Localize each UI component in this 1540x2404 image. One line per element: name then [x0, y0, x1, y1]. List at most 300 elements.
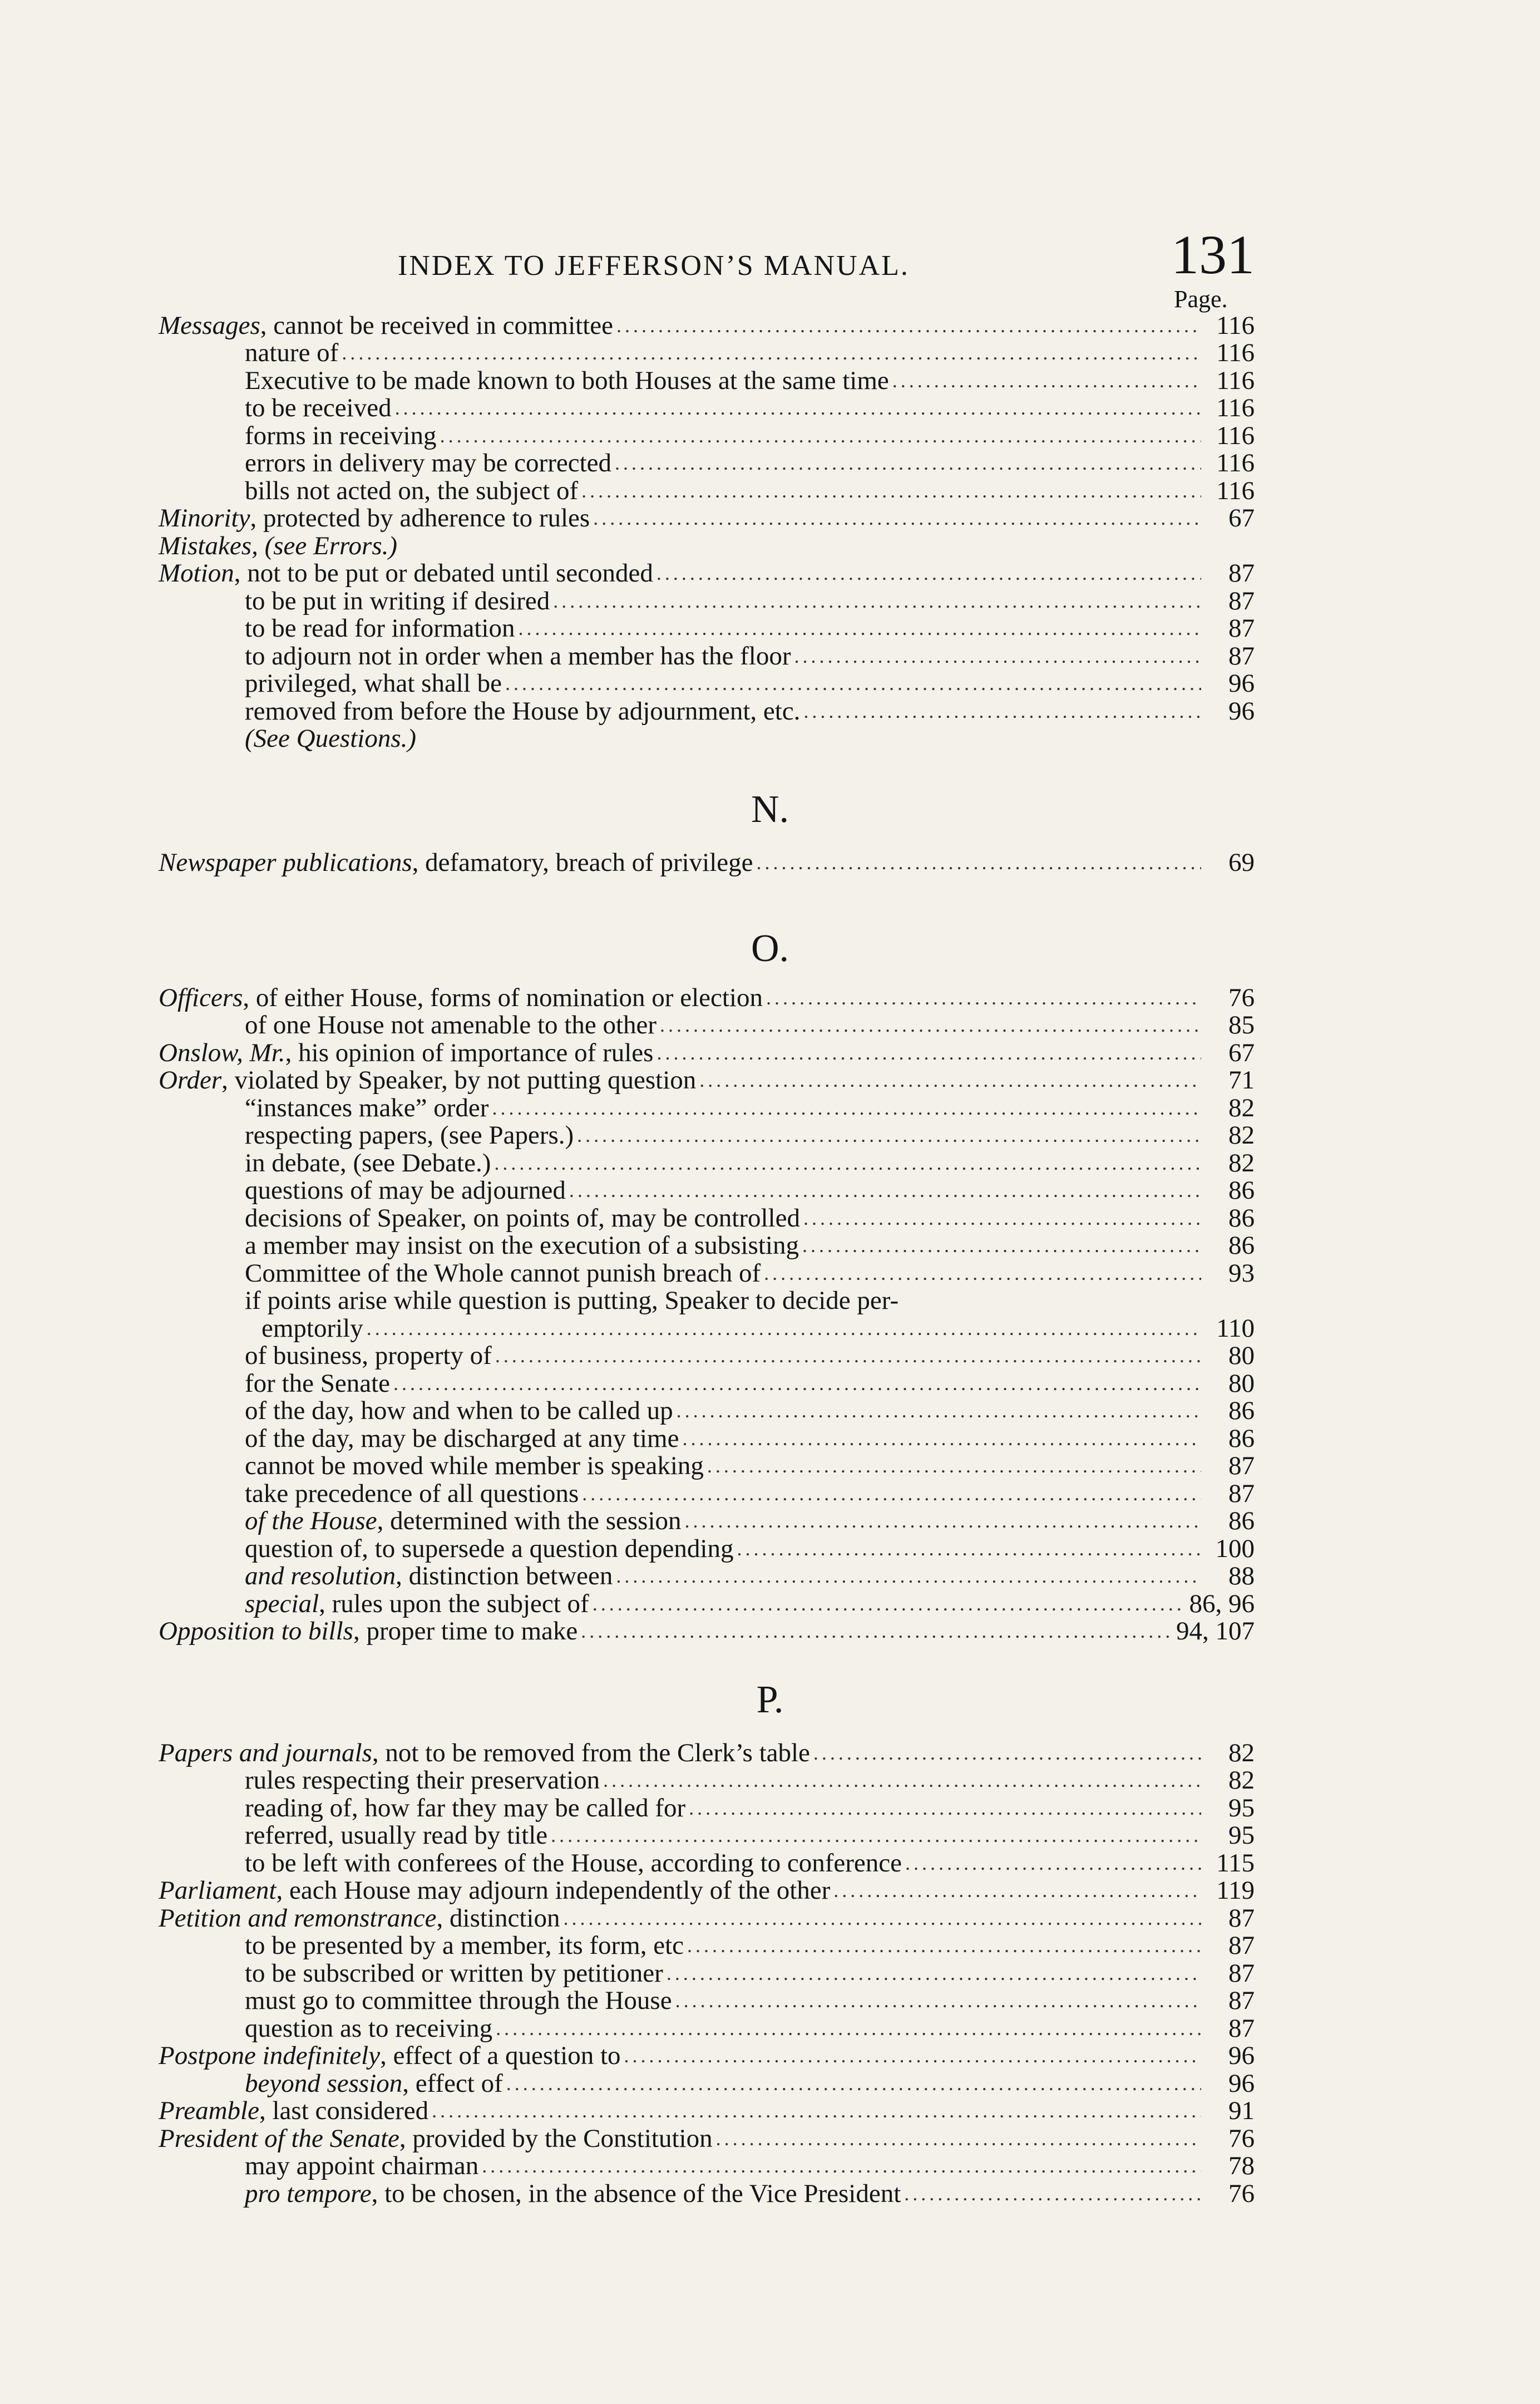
index-entry — [159, 984, 1255, 1012]
index-entry — [159, 1508, 1255, 1535]
entry-text — [245, 1260, 761, 1287]
index-entry — [159, 1039, 1255, 1067]
entry-text — [245, 588, 550, 615]
index-entry — [159, 1067, 1255, 1095]
entry-text — [245, 1342, 492, 1370]
entry-heading: Postpone indefinitely — [159, 2041, 381, 2070]
entry-description: of the day, may be discharged at any time — [245, 1423, 679, 1453]
page-reference: 82 — [1228, 1148, 1255, 1178]
page-reference: 119 — [1216, 1876, 1255, 1905]
entry-description: , distinction — [436, 1903, 560, 1933]
page-reference: 82 — [1228, 1766, 1255, 1795]
entry-text — [245, 450, 611, 477]
entry-description: respecting papers, (see Papers.) — [245, 1121, 574, 1150]
section-letter-n: N. — [751, 788, 789, 831]
page-header — [398, 223, 1255, 300]
dot-leader — [519, 615, 1202, 642]
section-o-entries — [159, 984, 1255, 1645]
entry-text — [159, 1618, 578, 1645]
dot-leader — [569, 1177, 1201, 1204]
page-reference: 86 — [1228, 1396, 1255, 1425]
page-reference: 88 — [1228, 1561, 1255, 1590]
dot-leader — [685, 1508, 1201, 1535]
dot-leader — [657, 560, 1201, 587]
index-entry — [159, 1480, 1255, 1508]
dot-leader — [395, 395, 1201, 422]
page-reference: 85 — [1228, 1011, 1255, 1040]
entry-text — [245, 1535, 733, 1563]
entry-text — [245, 367, 889, 395]
entry-text — [245, 2070, 503, 2097]
entry-description: errors in delivery may be corrected — [245, 449, 611, 477]
entry-text — [245, 1767, 600, 1794]
page-reference: 80 — [1228, 1368, 1255, 1398]
entry-text — [245, 1370, 390, 1397]
index-entry — [159, 1618, 1255, 1646]
index-entry — [159, 1204, 1255, 1232]
entry-description: , his opinion of importance of rules — [285, 1038, 654, 1067]
index-entry — [159, 587, 1255, 615]
entry-description: to be subscribed or written by petitioner — [245, 1958, 663, 1988]
dot-leader — [505, 670, 1201, 697]
index-entry — [159, 1849, 1255, 1877]
page-reference: 71 — [1228, 1066, 1255, 1095]
entry-heading: Parliament — [159, 1876, 277, 1905]
entry-description: forms in receiving — [245, 421, 437, 450]
entry-description: , cannot be received in committee — [260, 311, 613, 340]
page-reference: 96 — [1228, 669, 1255, 698]
entry-heading: Minority — [159, 504, 250, 533]
dot-leader — [660, 1012, 1201, 1039]
page-reference: 87 — [1228, 1958, 1255, 1988]
entry-text — [245, 698, 800, 725]
entry-description: , each House may adjourn independently of the other — [276, 1876, 831, 1905]
index-entry — [159, 2125, 1255, 2152]
page-reference: 116 — [1216, 393, 1255, 422]
page-reference: 87 — [1228, 1903, 1255, 1933]
entry-heading: President of the Senate — [159, 2124, 399, 2153]
entry-description: question as to receiving — [245, 2013, 493, 2043]
dot-leader — [603, 1767, 1201, 1794]
page-reference: 87 — [1228, 559, 1255, 588]
dot-leader — [624, 2042, 1201, 2070]
dot-leader — [616, 312, 1201, 339]
index-entry — [159, 395, 1255, 422]
index-entry — [159, 1012, 1255, 1040]
entry-text — [159, 1040, 653, 1067]
index-entry — [159, 2070, 1255, 2097]
index-entry — [159, 1739, 1255, 1767]
entry-text — [245, 1122, 574, 1149]
index-entry — [159, 450, 1255, 477]
page-reference: 86 — [1228, 1203, 1255, 1233]
index-entry — [159, 1122, 1255, 1150]
entry-description: , effect of a question to — [380, 2041, 621, 2070]
page-reference: 116 — [1216, 476, 1255, 505]
page-reference: 100 — [1215, 1534, 1255, 1563]
index-entry — [159, 1342, 1255, 1370]
entry-heading: Papers and journals — [159, 1738, 372, 1767]
entry-text — [245, 395, 392, 422]
entry-description: , protected by adherence to rules — [250, 504, 590, 533]
entry-description: referred, usually read by title — [245, 1821, 548, 1850]
entry-heading: (See Questions.) — [245, 724, 417, 753]
page-reference: 82 — [1228, 1121, 1255, 1150]
section-letter-p: P. — [756, 1678, 784, 1721]
dot-leader — [677, 1397, 1201, 1425]
entry-text — [245, 1563, 613, 1590]
entry-text — [159, 1877, 830, 1904]
index-entry — [159, 1287, 1255, 1315]
index-entry — [159, 1987, 1255, 2015]
page-reference: 76 — [1228, 2179, 1255, 2208]
page-reference: 76 — [1228, 2124, 1255, 2153]
dot-leader — [496, 2015, 1201, 2042]
entry-heading: Order — [159, 1066, 222, 1095]
entry-description: , not to be put or debated until seconded — [234, 559, 653, 588]
index-entry — [159, 477, 1255, 505]
index-entry — [159, 1397, 1255, 1425]
index-entry — [159, 532, 1255, 560]
page-reference: 95 — [1228, 1821, 1255, 1850]
page-reference: 116 — [1216, 421, 1255, 450]
dot-leader — [657, 1040, 1201, 1067]
page-column-label: Page. — [1174, 285, 1228, 313]
entry-text — [159, 1905, 560, 1932]
page-reference: 82 — [1228, 1093, 1255, 1122]
entry-text — [245, 1508, 682, 1535]
page-reference: 86 — [1228, 1231, 1255, 1260]
index-entry — [159, 1314, 1255, 1342]
entry-text — [159, 984, 763, 1012]
index-entry — [159, 2014, 1255, 2042]
dot-leader — [495, 1342, 1201, 1370]
dot-leader — [393, 1370, 1201, 1397]
entry-heading: beyond session — [245, 2068, 403, 2098]
page-reference: 116 — [1216, 449, 1255, 477]
entry-text — [245, 2152, 478, 2180]
entry-description: nature of — [245, 338, 339, 367]
dot-leader — [689, 1795, 1201, 1822]
index-entry — [159, 1959, 1255, 1987]
entry-description: emptorily — [261, 1313, 363, 1343]
page-reference: 78 — [1228, 2151, 1255, 2180]
index-entry — [159, 1232, 1255, 1260]
dot-leader — [802, 1232, 1201, 1259]
index-entry — [159, 422, 1255, 450]
dot-leader — [492, 1095, 1201, 1122]
entry-text — [159, 2042, 621, 2070]
section-p-entries — [159, 1739, 1255, 2208]
entry-description: a member may insist on the execution of a subsisting — [245, 1231, 799, 1260]
index-entry — [159, 1767, 1255, 1795]
dot-leader — [593, 505, 1201, 532]
dot-leader — [699, 1067, 1201, 1094]
entry-description: , defamatory, breach of privilege — [412, 848, 753, 877]
dot-leader — [707, 1452, 1201, 1480]
entry-text — [159, 560, 653, 587]
entry-text — [245, 477, 578, 505]
dot-leader — [342, 339, 1201, 367]
index-entry — [159, 1094, 1255, 1122]
entry-text — [245, 1287, 899, 1314]
page-reference: 86 — [1228, 1176, 1255, 1205]
page-reference: 82 — [1228, 1738, 1255, 1767]
entry-description: rules respecting their preservation — [245, 1766, 600, 1795]
page-reference: 87 — [1228, 1451, 1255, 1480]
entry-text — [245, 725, 416, 752]
dot-leader — [757, 849, 1201, 876]
entry-description: to be put in writing if desired — [245, 586, 550, 615]
section-m-entries — [159, 312, 1255, 752]
dot-leader — [892, 367, 1201, 395]
entry-description: if points arise while question is putting, Speaker to decide per- — [245, 1286, 899, 1315]
page-reference: 116 — [1216, 338, 1255, 367]
index-entry — [159, 725, 1255, 753]
entry-text — [245, 1987, 672, 2014]
entry-description: , effect of — [402, 2068, 503, 2098]
index-entry — [159, 1149, 1255, 1177]
page-reference: 95 — [1228, 1793, 1255, 1822]
page-reference: 76 — [1228, 983, 1255, 1012]
page-reference: 86 — [1228, 1423, 1255, 1453]
entry-heading: Motion — [159, 559, 234, 588]
entry-description: question of, to supersede a question depending — [245, 1534, 734, 1563]
entry-description: bills not acted on, the subject of — [245, 476, 579, 505]
entry-description: , proper time to make — [353, 1617, 578, 1646]
dot-leader — [577, 1122, 1201, 1149]
index-entry — [159, 505, 1255, 533]
entry-text — [245, 1425, 679, 1452]
dot-leader — [581, 477, 1201, 505]
index-entry — [159, 1425, 1255, 1452]
entry-description: of business, property of — [245, 1341, 492, 1370]
entry-text — [245, 1205, 800, 1232]
page-reference: 94, 107 — [1176, 1617, 1255, 1646]
entry-description: to be presented by a member, its form, etc — [245, 1931, 684, 1960]
entry-text — [245, 1232, 799, 1259]
dot-leader — [581, 1618, 1173, 1645]
page-reference: 91 — [1228, 2096, 1255, 2125]
index-entry — [159, 697, 1255, 725]
entry-description: decisions of Speaker, on points of, may be controlled — [245, 1203, 800, 1233]
page-reference: 116 — [1216, 366, 1255, 395]
entry-text — [159, 2125, 713, 2152]
entry-text — [261, 1315, 363, 1342]
section-letter-o: O. — [751, 927, 789, 970]
entry-description: , to be chosen, in the absence of the Vice President — [371, 2179, 901, 2208]
entry-text — [245, 1590, 589, 1618]
entry-text — [245, 643, 791, 670]
dot-leader — [905, 1850, 1201, 1877]
entry-heading: Messages — [159, 311, 260, 340]
dot-leader — [551, 1822, 1201, 1849]
entry-text — [245, 1150, 491, 1177]
dot-leader — [553, 588, 1201, 615]
entry-heading: Newspaper publications — [159, 848, 412, 877]
entry-description: reading of, how far they may be called for — [245, 1793, 686, 1822]
index-entry — [159, 2180, 1255, 2208]
index-entry — [159, 367, 1255, 395]
index-entry — [159, 642, 1255, 670]
entry-heading: special — [245, 1589, 319, 1618]
section-n-entries — [159, 849, 1255, 876]
entry-text — [159, 2097, 428, 2125]
index-entry — [159, 1877, 1255, 1905]
page-reference: 96 — [1228, 2068, 1255, 2098]
dot-leader — [482, 2152, 1201, 2180]
index-entry — [159, 1370, 1255, 1397]
index-entry — [159, 1590, 1255, 1618]
index-entry — [159, 1535, 1255, 1563]
entry-text — [245, 670, 502, 697]
index-entry — [159, 339, 1255, 367]
entry-description: cannot be moved while member is speaking — [245, 1451, 704, 1480]
dot-leader — [582, 1480, 1201, 1508]
dot-leader — [367, 1315, 1201, 1342]
entry-text — [245, 1850, 902, 1877]
index-entry — [159, 670, 1255, 698]
page-reference: 80 — [1228, 1341, 1255, 1370]
index-entry — [159, 1259, 1255, 1287]
page-number: 131 — [1171, 224, 1255, 285]
page-reference: 96 — [1228, 696, 1255, 726]
dot-leader — [682, 1425, 1201, 1452]
entry-description: , violated by Speaker, by not putting question — [221, 1066, 697, 1095]
dot-leader — [440, 422, 1201, 450]
entry-text — [159, 505, 590, 532]
dot-leader — [616, 1563, 1201, 1590]
page-reference: 87 — [1228, 1931, 1255, 1960]
dot-leader — [506, 2070, 1201, 2097]
entry-description: to adjourn not in order when a member has the floor — [245, 641, 791, 671]
page-reference: 86, 96 — [1189, 1589, 1255, 1618]
entry-text — [245, 1095, 488, 1122]
entry-description: questions of may be adjourned — [245, 1176, 566, 1205]
page-reference: 67 — [1228, 504, 1255, 533]
entry-description: , of either House, forms of nomination or election — [243, 983, 763, 1012]
entry-text — [245, 1480, 579, 1508]
page-reference: 87 — [1228, 1986, 1255, 2015]
entry-text — [159, 849, 753, 876]
entry-description: Executive to be made known to both Houses at the same time — [245, 366, 889, 395]
index-entry — [159, 560, 1255, 588]
entry-text — [245, 2180, 901, 2208]
page-reference: 87 — [1228, 586, 1255, 615]
dot-leader — [563, 1905, 1201, 1932]
index-entry — [159, 1822, 1255, 1850]
dot-leader — [593, 1590, 1186, 1618]
entry-heading: Onslow, Mr. — [159, 1038, 285, 1067]
dot-leader — [494, 1150, 1201, 1177]
dot-leader — [667, 1960, 1201, 1987]
page-reference: 87 — [1228, 641, 1255, 671]
index-entry — [159, 1177, 1255, 1205]
entry-description: to be received — [245, 393, 392, 422]
index-entry — [159, 1932, 1255, 1960]
entry-text — [159, 533, 397, 560]
entry-description: may appoint chairman — [245, 2151, 479, 2180]
index-entry — [159, 849, 1255, 876]
entry-description: , determined with the session — [377, 1506, 682, 1535]
index-entry — [159, 1904, 1255, 1932]
entry-heading: Opposition to bills — [159, 1617, 353, 1646]
page-reference: 110 — [1216, 1313, 1255, 1343]
entry-text — [245, 422, 437, 450]
entry-description: to be left with conferees of the House, according to conference — [245, 1848, 902, 1878]
entry-text — [245, 2015, 492, 2042]
index-entry — [159, 1563, 1255, 1590]
page-reference: 69 — [1228, 848, 1255, 877]
dot-leader — [813, 1740, 1201, 1767]
entry-text — [245, 1012, 657, 1039]
dot-leader — [716, 2125, 1201, 2152]
entry-description: of one House not amenable to the other — [245, 1011, 657, 1040]
entry-text — [159, 1067, 696, 1094]
dot-leader — [794, 643, 1202, 670]
entry-text — [245, 1452, 704, 1480]
entry-description: removed from before the House by adjournment, etc. — [245, 696, 801, 726]
entry-description: to be read for information — [245, 614, 515, 643]
running-title: INDEX TO JEFFERSON’S MANUAL. — [398, 250, 910, 282]
entry-description: , not to be removed from the Clerk’s table — [372, 1738, 810, 1767]
entry-description: in debate, (see Debate.) — [245, 1148, 491, 1178]
dot-leader — [766, 984, 1201, 1012]
entry-description: , provided by the Constitution — [399, 2124, 713, 2153]
index-entry — [159, 615, 1255, 643]
entry-description: , rules upon the subject of — [319, 1589, 589, 1618]
entry-text — [245, 1795, 685, 1822]
entry-heading: Mistakes, (see Errors.) — [159, 531, 398, 560]
dot-leader — [687, 1932, 1201, 1959]
dot-leader — [675, 1987, 1201, 2014]
entry-description: take precedence of all questions — [245, 1479, 579, 1508]
entry-heading: of the House — [245, 1506, 377, 1535]
entry-text — [245, 615, 515, 642]
entry-text — [245, 1960, 663, 1987]
entry-description: Committee of the Whole cannot punish breach of — [245, 1258, 761, 1288]
entry-description: “instances make” order — [245, 1093, 489, 1122]
entry-description: must go to committee through the House — [245, 1986, 672, 2015]
page-reference: 87 — [1228, 614, 1255, 643]
index-entry — [159, 312, 1255, 339]
index-entry — [159, 1452, 1255, 1480]
entry-text — [245, 339, 338, 367]
entry-heading: and resolution — [245, 1561, 396, 1590]
index-entry — [159, 2097, 1255, 2125]
page-reference: 116 — [1216, 311, 1255, 340]
page-reference: 87 — [1228, 2013, 1255, 2043]
entry-description: privileged, what shall be — [245, 669, 502, 698]
entry-heading: Officers — [159, 983, 243, 1012]
dot-leader — [432, 2097, 1201, 2125]
index-entry — [159, 1794, 1255, 1822]
entry-heading: Petition and remonstrance — [159, 1903, 437, 1933]
dot-leader — [615, 450, 1201, 477]
entry-heading: pro tempore — [245, 2179, 372, 2208]
entry-text — [159, 312, 613, 339]
page-reference: 93 — [1228, 1258, 1255, 1288]
entry-text — [245, 1397, 673, 1425]
dot-leader — [803, 1205, 1201, 1232]
page-reference: 86 — [1228, 1506, 1255, 1535]
page-reference: 67 — [1228, 1038, 1255, 1067]
entry-description: for the Senate — [245, 1368, 391, 1398]
page-reference: 87 — [1228, 1479, 1255, 1508]
page-reference: 96 — [1228, 2041, 1255, 2070]
entry-text — [245, 1932, 684, 1959]
entry-text — [245, 1177, 566, 1204]
